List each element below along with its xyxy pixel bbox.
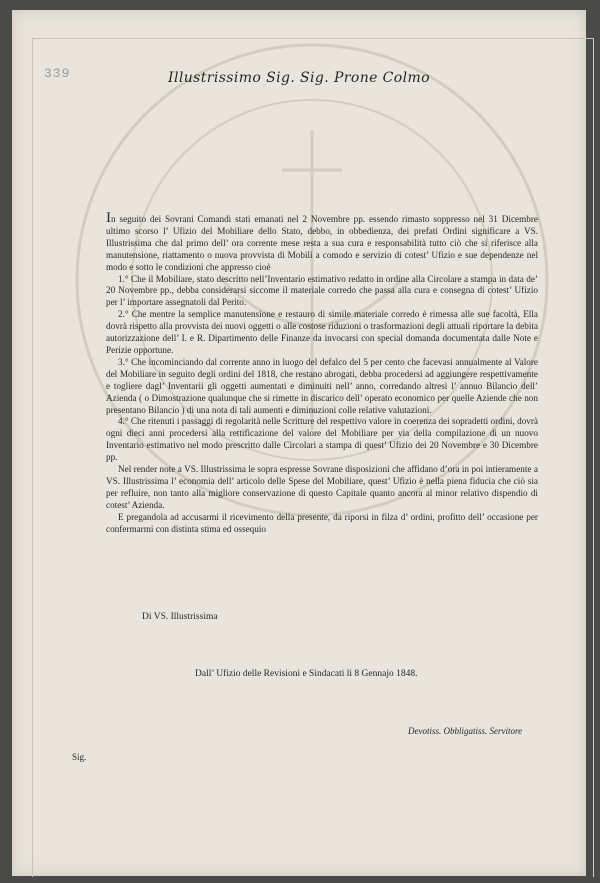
closing-formula: Devotiss. Obbligatiss. Servitore: [408, 726, 523, 736]
paragraph-notice: Nel render note a VS. Illustrissima le sopra espresse Sovrane disposizioni che affidano d’ora in poi intieramente a VS. Illustrissima l’ economia dell’ articolo delle Spese del Mobiliare, quest’ Ufizio è nella piena fiducia che ciò sia per refluire, non tanto alla migliore conservazione di questo Capitale quanto ancora al minor relativo dispendio di cotest’ Azienda.: [106, 464, 538, 510]
paragraph-point-1: 1.° Che il Mobiliare, stato descritto nell’Inventario estimativo redatto in ordine alla Circolare a stampa in data de’ 20 Novembre pp., debba considerarsi siccome il materiale corredo che passa alla cura e consegna di cotest’ Ufizio per l’ importare assegnatoli dal Perito.: [106, 273, 538, 308]
place-date: Dall’ Ufizio delle Revisioni e Sindacati li 8 Gennajo 1848.: [195, 669, 418, 679]
paragraph-closing-request: E pregandola ad accusarmi il ricevimento della presente, da riporsi in filza d’ ordini, profitto dell’ occasione per confermarmi con distinta stima ed ossequio: [106, 511, 538, 534]
letter-body: [106, 210, 538, 535]
paragraph-point-4: 4.° Che ritenuti i passaggi di regolarità nelle Scritture del respettivo valore in coerenza dei sopradetti ordini, dovrà ogni dieci anni procedersi alla rettificazione del valore del Mobiliare per via della compilazione di un nuovo Inventario estimativo nel modo prescritto dalle Circolari a stampa di quest’ Ufizio dei 20 Novembre e 30 Dicembre pp.: [106, 416, 538, 463]
paragraph-point-2: 2.° Che mentre la semplice manutensione e restauro di simile materiale corredo è rimessa alle sue facoltà, Ella dovrà rispetto alla provvista dei nuovi oggetti o alle costose riduzioni o trasformazioni degli attuali riportare la debita autorizzazione dell’ I. e R. Dipartimento delle Finanze da invocarsi con special domanda documentata dalle Note e Perizie opportune.: [106, 309, 538, 355]
paragraph-point-3: 3.° Che incominciando dal corrente anno in luogo del defalco del 5 per cento che facevasi annualmente al Valore del Mobiliare in seguito degli ordini del 1818, che restano abrogati, debba procedersi ad aggiungere respettivamente e togliere dagl’ Inventarii gli oggetti aumentati e diminuiti nell’ anno, corredando altresì l’ annuo Bilancio dell’ Azienda ( o Dimostrazione qualunque che si rimette in discarico dell’ operato economico per quelle Aziende che non presentano Bilancio ) di una nota di tali aumenti e diminuzioni colle relative valutazioni.: [106, 356, 538, 415]
addressee-line: Di VS. Illustrissima: [142, 612, 218, 622]
paragraph-intro: In seguito dei Sovrani Comandi stati emanati nel 2 Novembre pp. essendo rimasto soppresso nel 31 Dicembre ultimo scorso l’ Ufizio del Mobiliare dello Stato, debbo, in obbedienza, dei prefati Ordini significare a VS. Illustrissima che dal primo dell’ ora corrente mese resta a sua cura e responsabilità tutto ciò che si riferisce alla manutensione, riattamento o nuova provvista di Mobili a comodo e servizio di cotest’ Ufizio e sue dependenze nel modo e sotto le condizioni che appresso cioè: [106, 210, 538, 272]
page-number: 339: [44, 66, 71, 81]
drop-cap: I: [106, 210, 111, 226]
salutation: Illustrissimo Sig. Sig. Prone Colmo: [168, 70, 430, 86]
signature-prefix: Sig.: [72, 752, 87, 762]
document-page: [12, 10, 586, 876]
